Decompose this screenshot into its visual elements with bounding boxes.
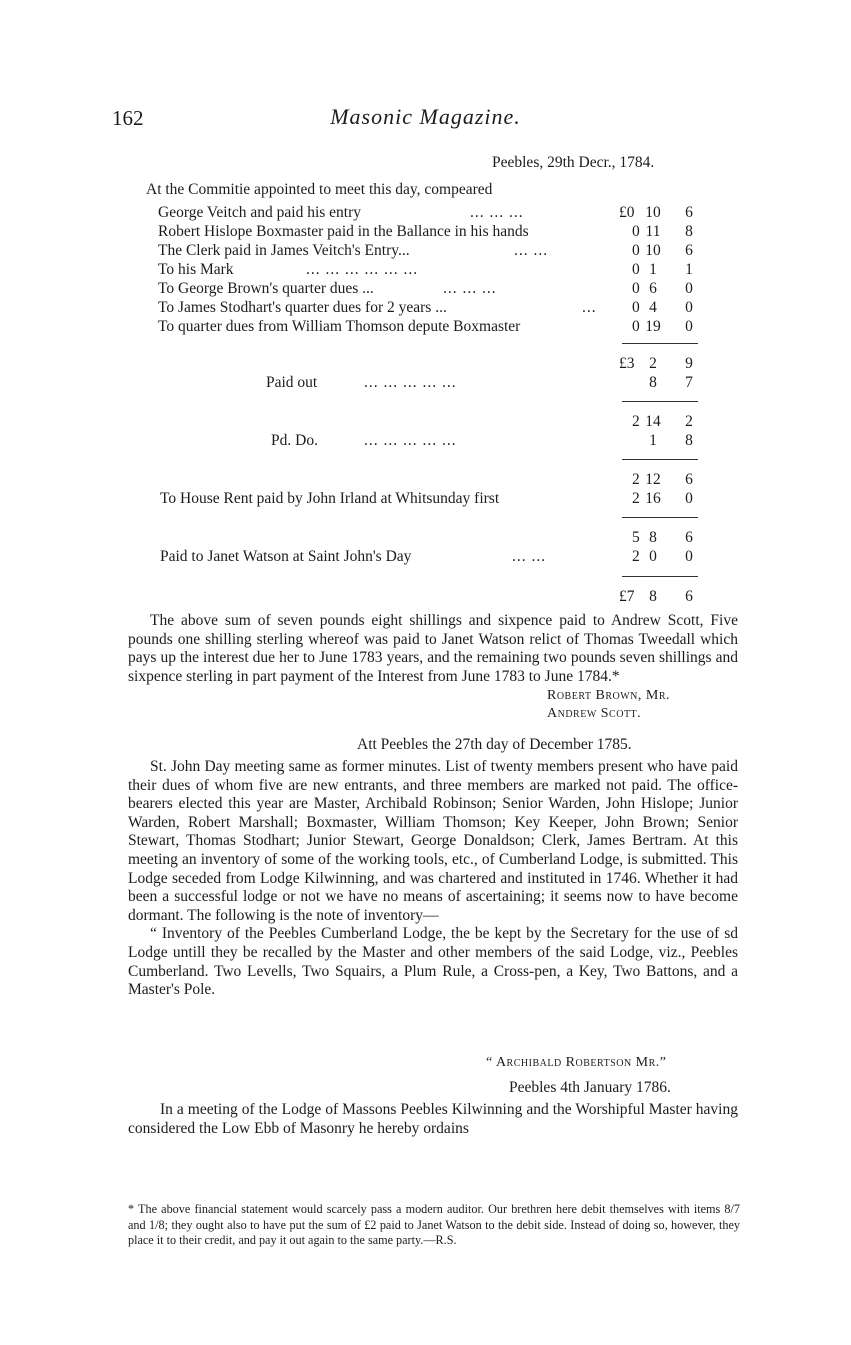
sum-rule	[622, 517, 698, 518]
dateline-1785: Att Peebles the 27th day of December 1785.	[357, 736, 632, 753]
sum-rule	[622, 459, 698, 460]
pence-cell: 6	[685, 529, 693, 546]
ledger-row	[158, 242, 700, 262]
leader-dots: ... ... ... ... ... ...	[306, 261, 419, 278]
pence-cell: 0	[685, 299, 693, 316]
ledger-row	[158, 490, 700, 510]
pounds-cell: 0	[632, 261, 640, 278]
shillings-cell: 11	[645, 223, 661, 240]
row-label: George Veitch and paid his entry	[158, 204, 362, 221]
shillings-cell: 6	[649, 280, 657, 297]
shillings-cell: 12	[645, 471, 661, 488]
pence-cell: 6	[685, 588, 693, 605]
row-label: To James Stodhart's quarter dues for 2 years ...	[158, 299, 447, 316]
leader-dots: ... ...	[512, 548, 547, 565]
shillings-cell: 2	[649, 355, 657, 372]
dateline-1786: Peebles 4th January 1786.	[509, 1079, 671, 1096]
pounds-cell: 0	[632, 299, 640, 316]
ledger-row	[158, 223, 700, 243]
leader-dots: ... ... ...	[443, 280, 497, 297]
row-label: Robert Hislope Boxmaster paid in the Ballance in his hands	[158, 223, 529, 240]
page-number: 162	[112, 106, 144, 130]
pounds-cell: 2	[632, 490, 640, 507]
pence-cell: 7	[685, 374, 693, 391]
summary-paragraph	[128, 612, 738, 686]
pounds-cell: 5	[632, 529, 640, 546]
shillings-cell: 10	[645, 204, 661, 221]
pence-cell: 8	[685, 223, 693, 240]
shillings-cell: 8	[649, 374, 657, 391]
summary-text: The above sum of seven pounds eight shillings and sixpence paid to Andrew Scott, Five pounds one shilling sterling whereof was paid to Janet Watson relict of Thomas Tweedall which pays up the interest due her to June 1783 years, and the remaining two pounds seven shillings and sixpence sterling in part payment of the Interest from June 1783 to June 1784.*	[128, 612, 738, 685]
pounds-cell: £7	[619, 588, 635, 605]
leader-dots: ... ...	[514, 242, 549, 259]
ledger-row	[158, 548, 700, 568]
leader-dots: ... ... ... ... ...	[364, 374, 457, 391]
ledger-row	[158, 374, 700, 394]
row-label: Paid to Janet Watson at Saint John's Day	[160, 548, 412, 565]
meeting-1785-text: St. John Day meeting same as former minutes. List of twenty members present who have paid their dues of whom five are new entrants, and three members are marked not paid. The office-bearers elected this year are Master, Archibald Robinson; Senior Warden, John Hislope; Junior Warden, Robert Marshall; Boxmaster, William Thomson; Key Keeper, John Brown; Senior Stewart, Thomas Stodhart; Junior Stewart, George Donaldson; Clerk, James Bertram. At this meeting an inventory of some of the working tools, etc., of Cumberland Lodge, is submitted. This Lodge seceded from Lodge Kilwinning, and was chartered and instituted in 1746. Whether it had been a successful lodge or not we have no means of ascertaining; it seems now to have become dormant. The following is the note of inventory—	[128, 758, 738, 924]
signature-andrew-scott: Andrew Scott.	[547, 706, 642, 721]
pence-cell: 0	[685, 280, 693, 297]
pence-cell: 0	[685, 548, 693, 565]
shillings-cell: 10	[645, 242, 661, 259]
ledger-row	[158, 280, 700, 300]
pounds-cell: £0	[619, 204, 635, 221]
pounds-cell: 0	[632, 242, 640, 259]
pence-cell: 9	[685, 355, 693, 372]
ledger-row	[158, 261, 700, 281]
dateline-1784: Peebles, 29th Decr., 1784.	[492, 154, 655, 171]
shillings-cell: 0	[649, 548, 657, 565]
signature-archibald-robertson: “ Archibald Robertson Mr.”	[486, 1055, 667, 1070]
pence-cell: 6	[685, 471, 693, 488]
running-title: Masonic Magazine.	[330, 104, 521, 129]
row-label: To his Mark	[158, 261, 234, 278]
shillings-cell: 1	[649, 261, 657, 278]
shillings-cell: 1	[649, 432, 657, 449]
shillings-cell: 19	[645, 318, 661, 335]
leader-dots: ... ... ... ... ...	[364, 432, 457, 449]
footnote: * The above financial statement would scarcely pass a modern auditor. Our brethren here debit themselves with items 8/7 and 1/8; they ought also to have put the sum of £2 paid to Janet Watson to the debit side. Instead of doing so, however, they place it to their credit, and pay it out again to the same party.—R.S.	[128, 1202, 740, 1248]
pounds-cell: 0	[632, 223, 640, 240]
meeting-1785-paragraph	[128, 758, 738, 1000]
shillings-cell: 16	[645, 490, 661, 507]
sum-rule	[622, 576, 698, 577]
pounds-cell: 0	[632, 280, 640, 297]
signature-robert-brown: Robert Brown, Mr.	[547, 688, 671, 703]
pence-cell: 6	[685, 204, 693, 221]
shillings-cell: 14	[645, 413, 661, 430]
row-label: Pd. Do.	[271, 432, 318, 449]
row-label: Paid out	[266, 374, 318, 391]
pounds-cell: 2	[632, 548, 640, 565]
shillings-cell: 8	[649, 529, 657, 546]
row-label: The Clerk paid in James Veitch's Entry...	[158, 242, 410, 259]
pence-cell: 6	[685, 242, 693, 259]
leader-dots: ...	[582, 299, 597, 316]
inventory-text: “ Inventory of the Peebles Cumberland Lodge, the be kept by the Secretary for the use of sd Lodge untill they be recalled by the Master and other members of the said Lodge, viz., Peebles Cumberland. Two Levells, Two Squairs, a Plum Rule, a Cross-pen, a Key, Two Battons, and a Master's Pole.	[128, 925, 738, 999]
meeting-1786-text: In a meeting of the Lodge of Massons Peebles Kilwinning and the Worshipful Master having considered the Low Ebb of Masonry he hereby ordains	[128, 1101, 738, 1137]
pence-cell: 8	[685, 432, 693, 449]
meeting-1786-paragraph	[128, 1101, 738, 1138]
sum-rule	[622, 343, 698, 344]
row-label: To George Brown's quarter dues ...	[158, 280, 374, 297]
shillings-cell: 4	[649, 299, 657, 316]
pence-cell: 2	[685, 413, 693, 430]
row-label: To House Rent paid by John Irland at Whitsunday first	[160, 490, 500, 507]
ledger-row	[158, 432, 700, 452]
shillings-cell: 8	[649, 588, 657, 605]
pounds-cell: 0	[632, 318, 640, 335]
pence-cell: 0	[685, 490, 693, 507]
pounds-cell: 2	[632, 413, 640, 430]
row-label: To quarter dues from William Thomson depute Boxmaster	[158, 318, 521, 335]
sum-rule	[622, 401, 698, 402]
pence-cell: 1	[685, 261, 693, 278]
pence-cell: 0	[685, 318, 693, 335]
pounds-cell: £3	[619, 355, 635, 372]
leader-dots: ... ... ...	[470, 204, 524, 221]
ledger-row	[158, 318, 700, 338]
ledger-row	[158, 299, 700, 319]
pounds-cell: 2	[632, 471, 640, 488]
committee-intro: At the Commitie appointed to meet this day, compeared	[146, 181, 493, 198]
